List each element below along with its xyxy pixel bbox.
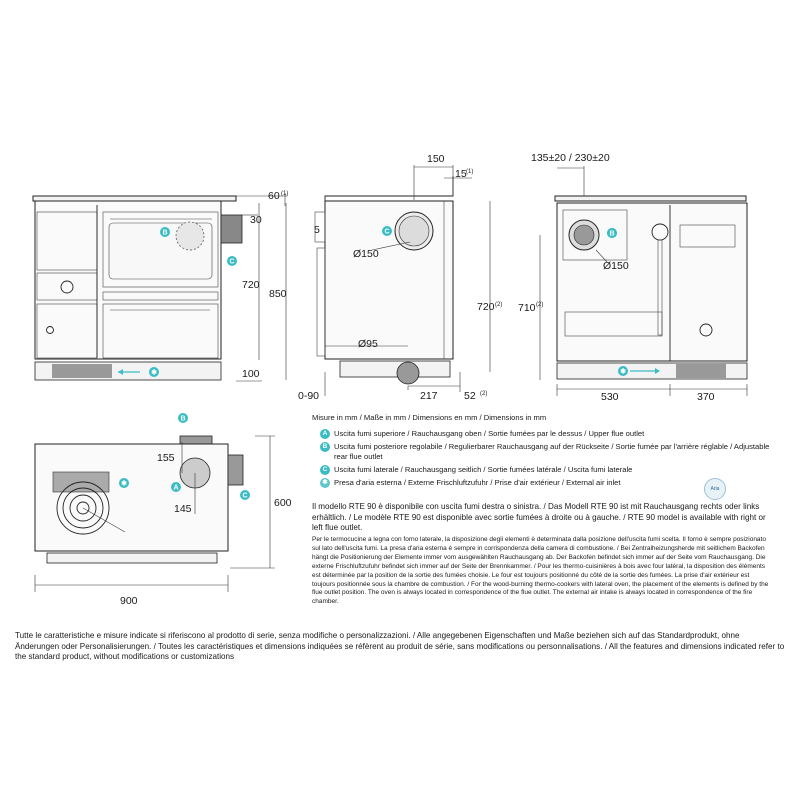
legend-units: Misure in mm / Maße in mm / Dimensions en mm / Dimensions in mm — [312, 413, 547, 422]
legend-text-b: Uscita fumi posteriore regolabile / Regulierbarer Rauchausgang auf der Rückseite / Sortie fumée par l'arrière réglable / Adjustable rear flue outlet — [334, 442, 770, 461]
side-plinth — [340, 361, 450, 377]
dim-side-15-sup: (1) — [466, 169, 474, 175]
dim-plan-600: 600 — [274, 497, 292, 509]
legend-badge-b: B — [320, 442, 330, 452]
dim-back-710-sup: (2) — [536, 302, 544, 308]
legend-text-c: Uscita fumi laterale / Rauchausgang seitlich / Sortie fumées latérale / Uscita fumi laterale — [334, 465, 633, 474]
dim-side-52-sup: (2) — [480, 391, 488, 397]
dim-back-135-230: 135±20 / 230±20 — [531, 152, 610, 164]
side-flue-inner — [399, 216, 429, 246]
dim-plan-155: 155 — [157, 452, 175, 464]
plan-badge-c — [240, 490, 250, 500]
svg-text:✱: ✱ — [121, 480, 127, 488]
plan-top-flue-stub — [180, 436, 212, 444]
side-handle-rail — [317, 248, 325, 356]
legend-item-a — [312, 429, 772, 439]
side-top-edge — [325, 176, 453, 201]
front-flue-stub — [221, 215, 242, 243]
side-body — [325, 201, 453, 359]
plan-badge-air — [119, 478, 129, 488]
plan-badge-b — [178, 413, 188, 423]
dim-side-217: 217 — [420, 390, 438, 402]
dim-side-720: 720 — [477, 301, 495, 313]
front-badge-air — [149, 367, 159, 377]
dim-front-850: 850 — [269, 288, 287, 300]
plan-side-flue — [228, 455, 243, 485]
legend-item-air — [312, 478, 772, 488]
dim-back-d150: Ø150 — [603, 260, 629, 272]
side-air-inlet — [397, 362, 419, 384]
dim-side-52: 52 — [464, 390, 476, 402]
svg-text:B: B — [162, 229, 168, 237]
front-badge-b — [160, 227, 170, 237]
svg-text:✱: ✱ — [620, 368, 626, 376]
svg-text:B: B — [180, 415, 186, 423]
back-badge-air — [618, 366, 628, 376]
legend-badge-air: ✱ — [320, 478, 330, 488]
legend — [312, 413, 772, 491]
dim-plan-900: 900 — [120, 595, 138, 607]
svg-text:C: C — [229, 258, 235, 266]
back-plinth-vent — [676, 364, 726, 378]
plan-badge-a — [171, 482, 181, 492]
plan-view — [35, 413, 292, 607]
front-plinth-vent — [52, 364, 112, 378]
dim-front-60: 60 — [268, 190, 280, 202]
svg-text:A: A — [173, 484, 179, 492]
legend-badge-a: A — [320, 429, 330, 439]
front-badge-c — [227, 256, 237, 266]
dim-plan-145: 145 — [174, 503, 192, 515]
side-view — [298, 153, 502, 402]
svg-text:✱: ✱ — [151, 369, 157, 377]
legend-badge-c: C — [320, 465, 330, 475]
front-view — [33, 190, 288, 381]
legend-text-air: Presa d'aria esterna / Externe Frischluftzufuhr / Prise d'air extérieur / External air inlet — [334, 478, 621, 487]
back-flue-inner — [574, 225, 594, 245]
back-top-edge — [555, 196, 746, 201]
back-badge-b — [607, 228, 617, 238]
dim-side-150: 150 — [427, 153, 445, 165]
dim-side-0-90: 0-90 — [298, 390, 320, 402]
model-paragraph: Il modello RTE 90 è disponibile con uscita fumi destra o sinistra. / Das Modell RTE 90 ist mit Rauchausgang rechts oder links erhältlich. / Le modèle RTE 90 est disponible avec sortie fumées à droite ou à gauche. / RTE 90 model is available with right or left flue outlet. — [312, 502, 766, 532]
svg-text:C: C — [384, 228, 390, 236]
dim-back-710: 710 — [518, 302, 536, 314]
dim-front-30: 30 — [250, 214, 262, 226]
svg-text:B: B — [609, 230, 615, 238]
back-view — [518, 152, 747, 403]
lateral-oven-paragraph: Per le termocucine a legna con forno laterale, la disposizione degli elementi è determinata dalla posizione dell'uscita fumi scelta. Il forno è sempre posizionato sul lato dell'uscita fumi. La presa d'aria esterna è sempre in corrispondenza della camera di combustione. / Bei Zentralheizungsherde mit seitlichem Backofen hängt die Positionierung der Elemente immer vom ausgewählten Rauchausgang ab. Der Backofen befindet sich immer auf der Seite vom Rauchausgang. Die externe Frischluftzufuhr befindet sich immer auf der Seite der Brennkammer. / Pour les thermo-cuisinières à bois avec four latéral, la disposition des éléments est déterminée par la position de la sortie des fumées choisie. Le four est toujours positionné du côté de la sortie des fumées. La prise d'air extérieur est toujours positionnée sous la chambre de combustion. / For the wood-burning thermo-cookers with lateral oven, the placement of the elements is defined by the flue outlet position. The oven is always located in correspondence of the flue outlet. The external air intake is always located in correspondence of the fire chamber. — [312, 536, 769, 606]
plan-front-rail — [47, 553, 217, 563]
dim-side-15: 15 — [455, 168, 467, 180]
svg-text:C: C — [242, 492, 248, 500]
dim-side-5: 5 — [314, 224, 320, 236]
dim-back-530: 530 — [601, 391, 619, 403]
dim-front-100: 100 — [242, 368, 260, 380]
dim-front-60-sup: (1) — [281, 191, 289, 197]
dim-side-d150: Ø150 — [353, 248, 379, 260]
legend-item-b — [312, 442, 772, 462]
dim-back-370: 370 — [697, 391, 715, 403]
side-badge-c — [382, 226, 392, 236]
dim-front-720: 720 — [242, 279, 260, 291]
front-cooktop-edge — [33, 196, 236, 201]
air-logo-icon: Aria — [704, 478, 726, 500]
front-rear-flue-ghost — [176, 222, 204, 250]
footer-disclaimer: Tutte le caratteristiche e misure indicate si riferiscono al prodotto di serie, senza modifiche o personalizzazioni. / Alle angegebenen Eigenschaften und Maße beziehen sich auf das Standardprodukt, ohne Änderungen oder Personalisierungen. / Toutes les caractéristiques et dimensions indiquées se réfèrent au produit de série, sans modifications ou personnalisations. / All the features and dimensions indicated refer to the standard product, without modifications or customizations — [15, 631, 785, 662]
dim-side-d95: Ø95 — [358, 338, 378, 350]
legend-text-a: Uscita fumi superiore / Rauchausgang oben / Sortie fumées par le dessus / Upper flue outlet — [334, 429, 645, 438]
legend-item-c — [312, 465, 772, 475]
dim-side-720-sup: (2) — [495, 302, 503, 308]
